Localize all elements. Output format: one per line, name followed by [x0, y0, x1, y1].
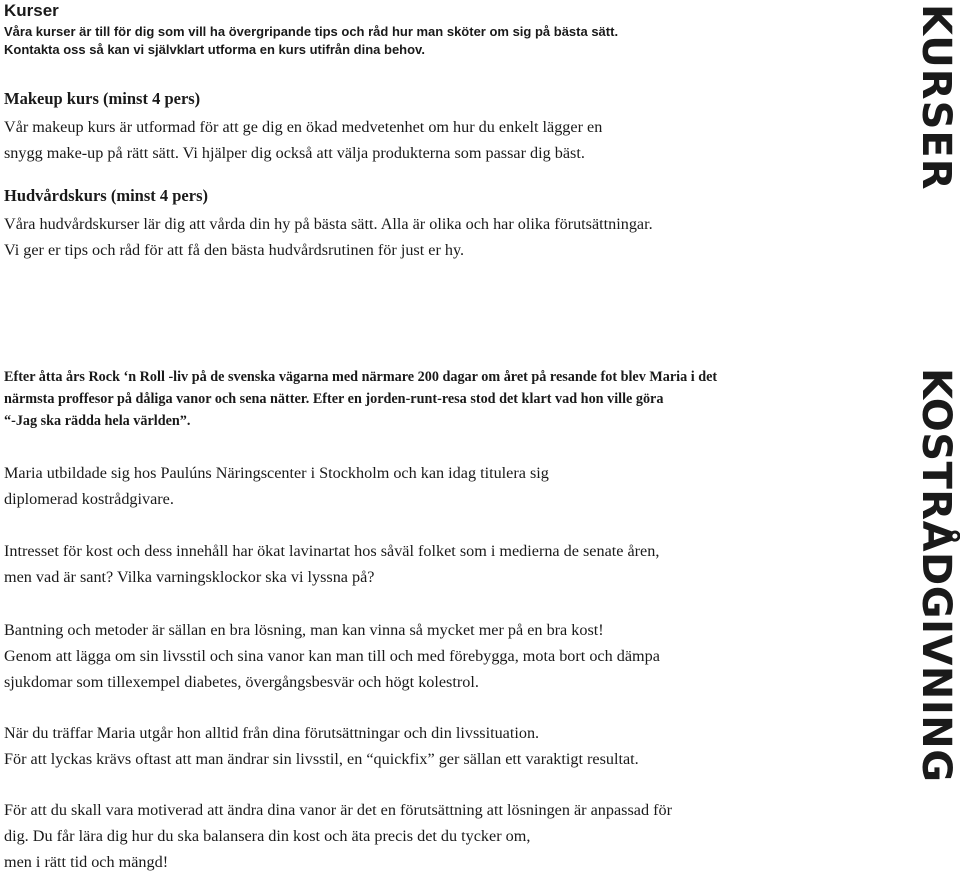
paragraph-line: dig. Du får lära dig hur du ska balansera din kost och äta precis det du tycker om, [4, 827, 531, 845]
makeup-course-text [4, 114, 884, 166]
skincare-text-line: Våra hudvårdskurser lär dig att vårda din hy på bästa sätt. Alla är olika och har olika förutsättningar. [4, 215, 653, 233]
makeup-course-title: Makeup kurs (minst 4 pers) [4, 89, 201, 108]
paragraph-line: För att lyckas krävs oftast att man ändrar sin livsstil, en “quickfix” ger sällan ett varaktigt resultat. [4, 750, 639, 768]
paragraph-line: Intresset för kost och dess innehåll har ökat lavinartat hos såväl folket som i medierna de senate åren, [4, 542, 660, 560]
makeup-text-line: Vår makeup kurs är utformad för att ge dig en ökad medvetenhet om hur du enkelt lägger en [4, 118, 603, 136]
courses-intro [4, 23, 884, 59]
paragraph-line: När du träffar Maria utgår hon alltid från dina förutsättningar och din livssituation. [4, 724, 540, 742]
paragraph-line: Bantning och metoder är sällan en bra lösning, man kan vinna så mycket mer på en bra kost! [4, 621, 604, 639]
paragraph-line: För att du skall vara motiverad att ändra dina vanor är det en förutsättning att lösningen är anpassad för [4, 801, 672, 819]
courses-intro-line: Kontakta oss så kan vi självklart utforma en kurs utifrån dina behov. [4, 42, 425, 57]
diet-paragraph [4, 617, 884, 695]
courses-intro-line: Våra kurser är till för dig som vill ha övergripande tips och råd hur man sköter om sig på bästa sätt. [4, 24, 619, 39]
diet-intro-line: “-Jag ska rädda hela världen”. [4, 413, 191, 429]
diet-paragraph [4, 720, 884, 772]
skincare-text-line: Vi ger er tips och råd för att få den bästa hudvårdsrutinen för just er hy. [4, 241, 465, 259]
courses-heading: Kurser [4, 1, 59, 20]
paragraph-line: men vad är sant? Vilka varningsklockor ska vi lyssna på? [4, 568, 375, 586]
skincare-course-text [4, 211, 884, 263]
paragraph-line: men i rätt tid och mängd! [4, 853, 169, 871]
diet-intro-line: Efter åtta års Rock ‘n Roll -liv på de svenska vägarna med närmare 200 dagar om året på resande fot blev Maria i det [4, 369, 718, 385]
paragraph-line: Maria utbildade sig hos Paulúns Näringscenter i Stockholm och kan idag titulera sig [4, 464, 549, 482]
paragraph-line: Genom att lägga om sin livsstil och sina vanor kan man till och med förebygga, mota bort och dämpa [4, 647, 660, 665]
diet-intro [4, 366, 894, 432]
paragraph-line: diplomerad kostrådgivare. [4, 490, 174, 508]
diet-paragraph [4, 797, 884, 875]
diet-paragraph [4, 538, 884, 590]
side-label-diet-counseling: KOSTRÅDGIVNING [913, 368, 959, 783]
side-label-courses: KURSER [913, 4, 959, 191]
paragraph-line: sjukdomar som tillexempel diabetes, övergångsbesvär och högt kolestrol. [4, 673, 479, 691]
makeup-text-line: snygg make-up på rätt sätt. Vi hjälper dig också att välja produkterna som passar dig bäst. [4, 144, 585, 162]
diet-paragraph [4, 460, 884, 512]
diet-intro-line: närmsta proffesor på dåliga vanor och sena nätter. Efter en jorden-runt-resa stod det klart vad hon ville göra [4, 391, 664, 407]
skincare-course-title: Hudvårdskurs (minst 4 pers) [4, 186, 208, 205]
